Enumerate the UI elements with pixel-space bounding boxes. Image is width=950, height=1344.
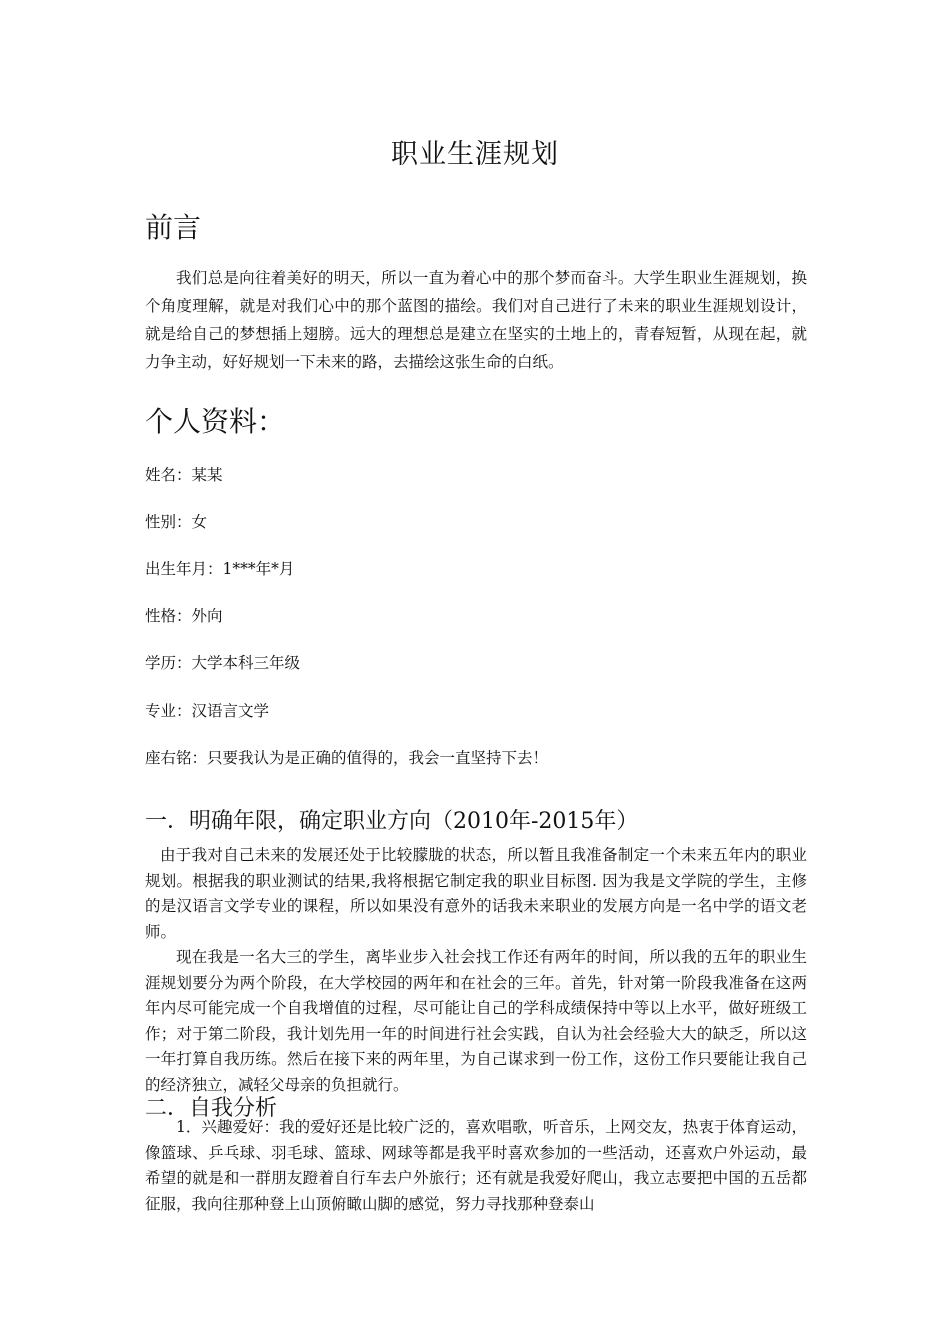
profile-birth: 出生年月：1***年*月	[145, 560, 295, 578]
preface-heading: 前言	[145, 211, 202, 244]
profile-personality: 性格：外向	[145, 607, 223, 625]
section1-heading: 一．明确年限，确定职业方向（2010年-2015年）	[145, 809, 639, 834]
document-title: 职业生涯规划	[391, 139, 559, 170]
section1-paragraph-2: 现在我是一名大三的学生，离毕业步入社会找工作还有两年的时间，所以我的五年的职业生涯规划要分为两个阶段，在大学校园的两年和在社会的三年。首先，针对第一阶段我准备在这两年内尽可能完成一个自我增值的过程，尽可能让自己的学科成绩保持中等以上水平，做好班级工作；对于第二阶段，我计划先用一年的时间进行社会实践，自认为社会经验大大的缺乏，所以这一年打算自我历练。然后在接下来的两年里，为自己谋求到一份工作，这份工作只要能让我自己的经济独立，减轻父母亲的负担就行。	[145, 948, 807, 1094]
profile-gender: 性别：女	[145, 513, 208, 531]
profile-heading: 个人资料：	[145, 405, 286, 438]
section2-paragraph-1: 1．兴趣爱好：我的爱好还是比较广泛的，喜欢唱歌，听音乐，上网交友，热衷于体育运动，像篮球、乒乓球、羽毛球、篮球、网球等都是我平时喜欢参加的一些活动，还喜欢户外运动，最希望的就是和一群朋友蹬着自行车去户外旅行；还有就是我爱好爬山，我立志要把中国的五岳都征服，我向往那种登上山顶俯瞰山脚的感觉，努力寻找那种登泰山	[145, 1118, 807, 1213]
preface-paragraph: 我们总是向往着美好的明天，所以一直为着心中的那个梦而奋斗。大学生职业生涯规划，换个角度理解，就是对我们心中的那个蓝图的描绘。我们对自己进行了未来的职业生涯规划设计，就是给自己的梦想插上翅膀。远大的理想总是建立在坚实的土地上的，青春短暂，从现在起，就力争主动，好好规划一下未来的路，去描绘这张生命的白纸。	[145, 269, 807, 371]
profile-major: 专业：汉语言文学	[145, 702, 270, 720]
section2-heading: 二．自我分析	[145, 1096, 278, 1121]
profile-education: 学历：大学本科三年级	[145, 654, 301, 672]
section1-paragraph-1: 由于我对自己未来的发展还处于比较朦胧的状态，所以暂且我准备制定一个未来五年内的职业规划。根据我的职业测试的结果,我将根据它制定我的职业目标图. 因为我是文学院的学生，主修的是汉语言文学专业的课程，所以如果没有意外的话我未来职业的发展方向是一名中学的语文老师。	[145, 846, 807, 941]
profile-name: 姓名：某某	[145, 466, 223, 484]
profile-motto: 座右铭：只要我认为是正确的值得的，我会一直坚持下去！	[145, 749, 549, 767]
